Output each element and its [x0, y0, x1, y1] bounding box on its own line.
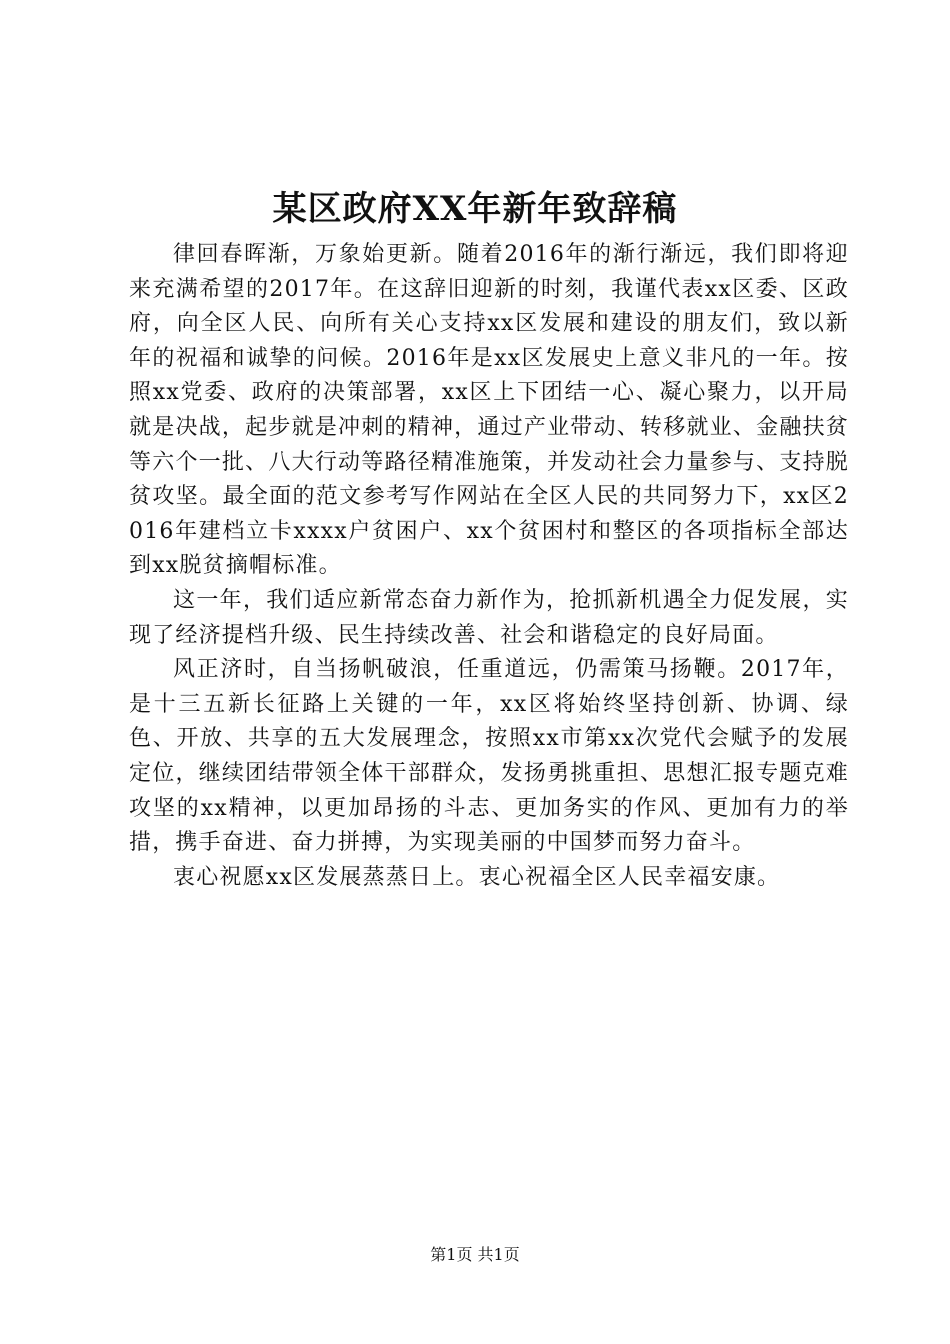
paragraph-3: 风正济时，自当扬帆破浪，任重道远，仍需策马扬鞭。2017年，是十三五新长征路上关键的一年，xx区将始终坚持创新、协调、绿色、开放、共享的五大发展理念，按照xx市第xx次党代会赋予的发展定位，继续团结带领全体干部群众，发扬勇挑重担、思想汇报专题克难攻坚的xx精神，以更加昂扬的斗志、更加务实的作风、更加有力的举措，携手奋进、奋力拼搏，为实现美丽的中国梦而努力奋斗。	[129, 657, 849, 856]
document-title: 某区政府XX年新年致辞稿	[272, 189, 678, 229]
paragraph-1: 律回春晖渐，万象始更新。随着2016年的渐行渐远，我们即将迎来充满希望的2017年。在这辞旧迎新的时刻，我谨代表xx区委、区政府，向全区人民、向所有关心支持xx区发展和建设的朋友们，致以新年的祝福和诚挚的问候。2016年是xx区发展史上意义非凡的一年。按照xx党委、政府的决策部署，xx区上下团结一心、凝心聚力，以开局就是决战，起步就是冲刺的精神，通过产业带动、转移就业、金融扶贫等六个一批、八大行动等路径精准施策，并发动社会力量参与、支持脱贫攻坚。最全面的范文参考写作网站在全区人民的共同努力下，xx区2016年建档立卡xxxx户贫困户、xx个贫困村和整区的各项指标全部达到xx脱贫摘帽标准。	[129, 242, 849, 579]
paragraph-4: 衷心祝愿xx区发展蒸蒸日上。衷心祝福全区人民幸福安康。	[173, 864, 781, 890]
paragraph-2: 这一年，我们适应新常态奋力新作为，抢抓新机遇全力促发展，实现了经济提档升级、民生持续改善、社会和谐稳定的良好局面。	[129, 587, 849, 648]
page-footer: 第1页 共1页	[430, 1245, 520, 1264]
document-body	[129, 238, 849, 895]
